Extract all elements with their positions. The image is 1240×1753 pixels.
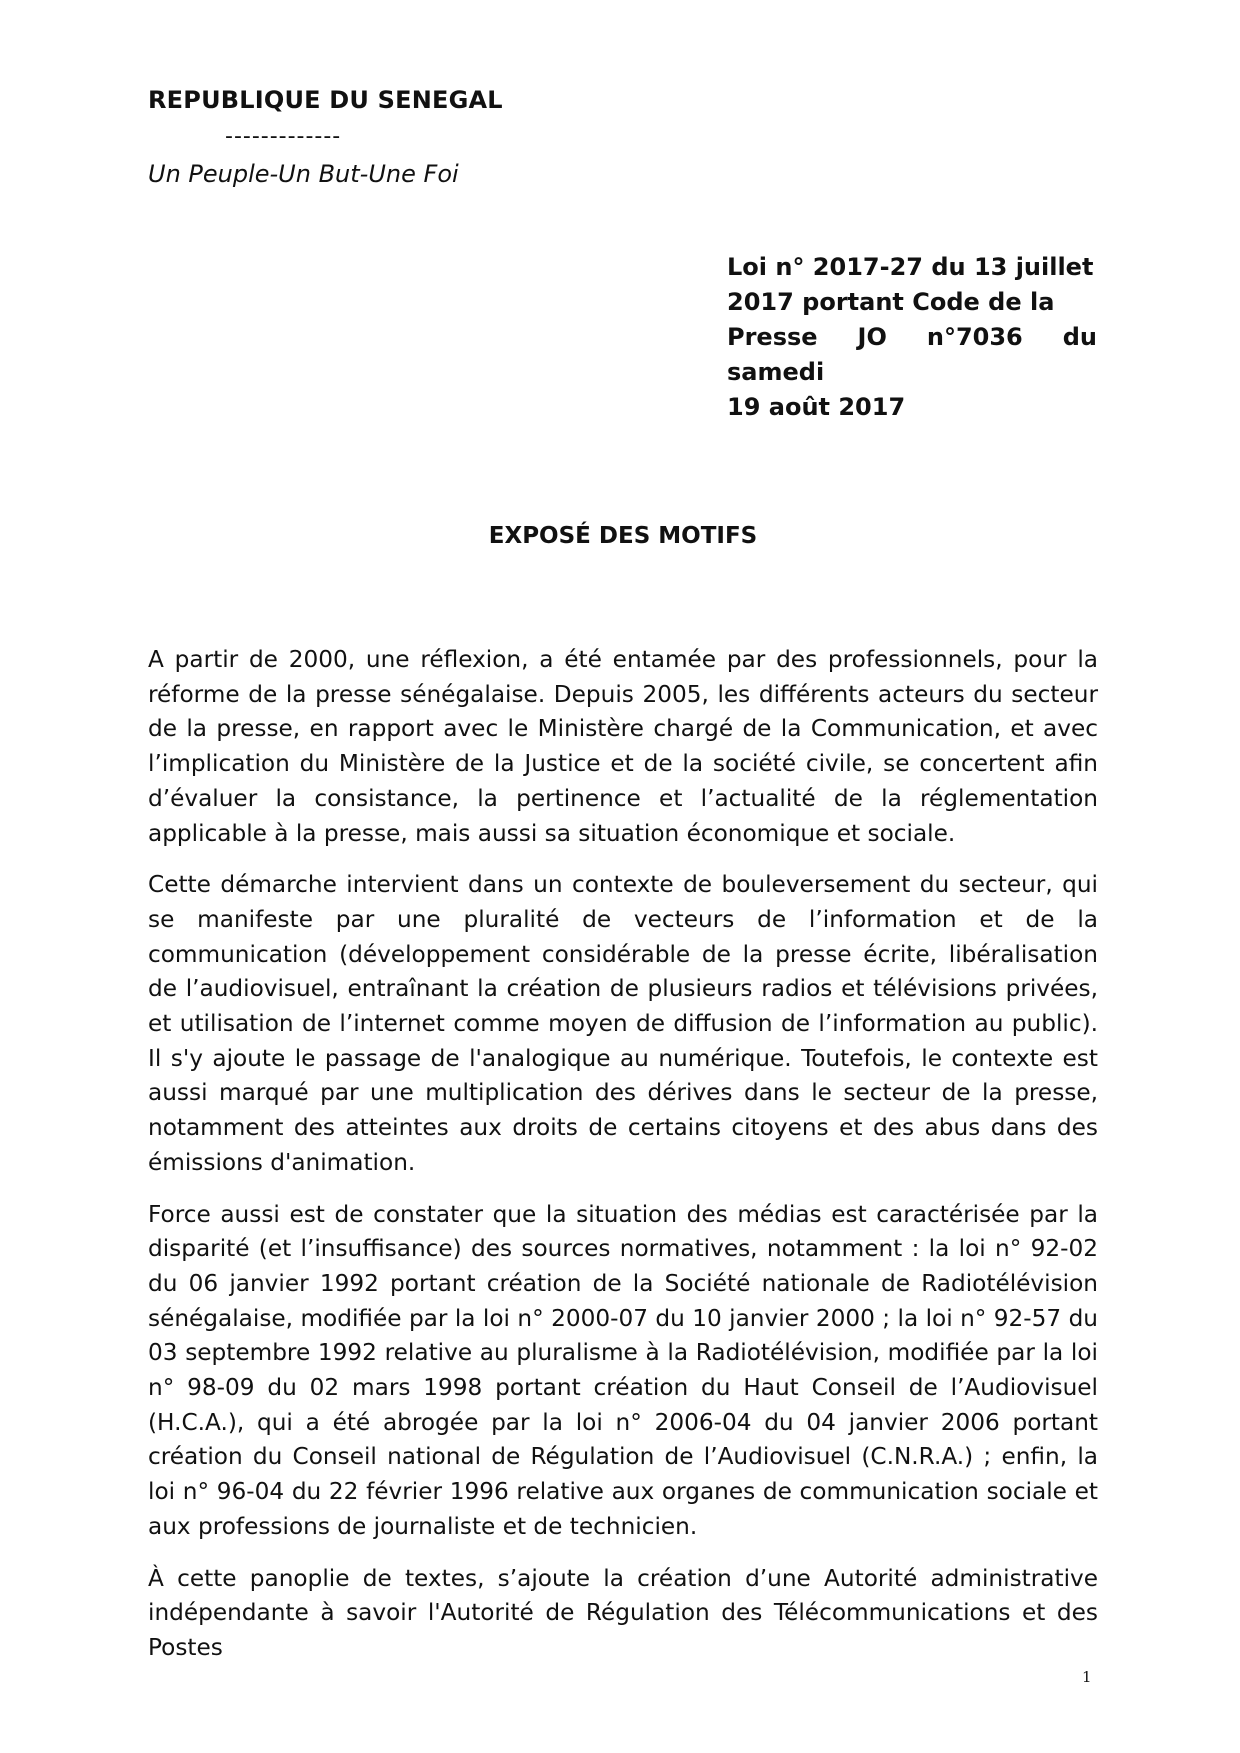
paragraph: Cette démarche intervient dans un contexte de bouleversement du secteur, qui se manifeste par une pluralité de vecteurs de l’information et de la communication (développement considérable de la presse écrite, libéralisation de l’audiovisuel, entraînant la création de plusieurs radios et télévisions privées, et utilisation de l’internet comme moyen de diffusion de l’information au public). Il s'y ajoute le passage de l'analogique au numérique. Toutefois, le contexte est aussi marqué par une multiplication des dérives dans le secteur de la presse, notamment des atteintes aux droits de certains citoyens et des abus dans des émissions d'animation. <box>148 871 1098 1176</box>
page-number: 1 <box>1082 1668 1092 1686</box>
paragraph: Force aussi est de constater que la situation des médias est caractérisée par la disparité (et l’insuffisance) des sources normatives, notamment : la loi n° 92-02 du 06 janvier 1992 portant création de la Société nationale de Radiotélévision sénégalaise, modifiée par la loi n° 2000-07 du 10 janvier 2000 ; la loi n° 92-57 du 03 septembre 1992 relative au pluralisme à la Radiotélévision, modifiée par la loi n° 98-09 du 02 mars 1998 portant création du Haut Conseil de l’Audiovisuel (H.C.A.), qui a été abrogée par la loi n° 2006-04 du 04 janvier 2006 portant création du Conseil national de Régulation de l’Audiovisuel (C.N.R.A.) ; enfin, la loi n° 96-04 du 22 février 1996 relative aux organes de communication sociale et aux professions de journaliste et de technicien. <box>148 1200 1098 1540</box>
law-reference-line: 19 août 2017 <box>727 393 906 421</box>
law-reference <box>727 250 1097 425</box>
paragraph: A partir de 2000, une réflexion, a été entamée par des professionnels, pour la réforme de la presse sénégalaise. Depuis 2005, les différents acteurs du secteur de la presse, en rapport avec le Ministère chargé de la Communication, et avec l’implication du Ministère de la Justice et de la société civile, se concertent afin d’évaluer la consistance, la pertinence et l’actualité de la réglementation applicable à la presse, mais aussi sa situation économique et sociale. <box>148 646 1098 847</box>
law-reference-line: Loi n° 2017-27 du 13 juillet <box>727 253 1094 281</box>
law-reference-line: 2017 portant Code de la <box>727 288 1055 316</box>
section-title: EXPOSÉ DES MOTIFS <box>488 523 758 549</box>
country-heading: REPUBLIQUE DU SENEGAL <box>148 86 503 114</box>
paragraph: À cette panoplie de textes, s’ajoute la création d’une Autorité administrative indépendante à savoir l'Autorité de Régulation des Télécommunications et des Postes <box>148 1564 1098 1661</box>
body-text <box>148 643 1098 1683</box>
law-reference-line: Presse JO n°7036 du samedi <box>727 323 1097 386</box>
national-motto: Un Peuple-Un But-Une Foi <box>148 160 459 188</box>
header-separator: ------------- <box>225 124 342 149</box>
